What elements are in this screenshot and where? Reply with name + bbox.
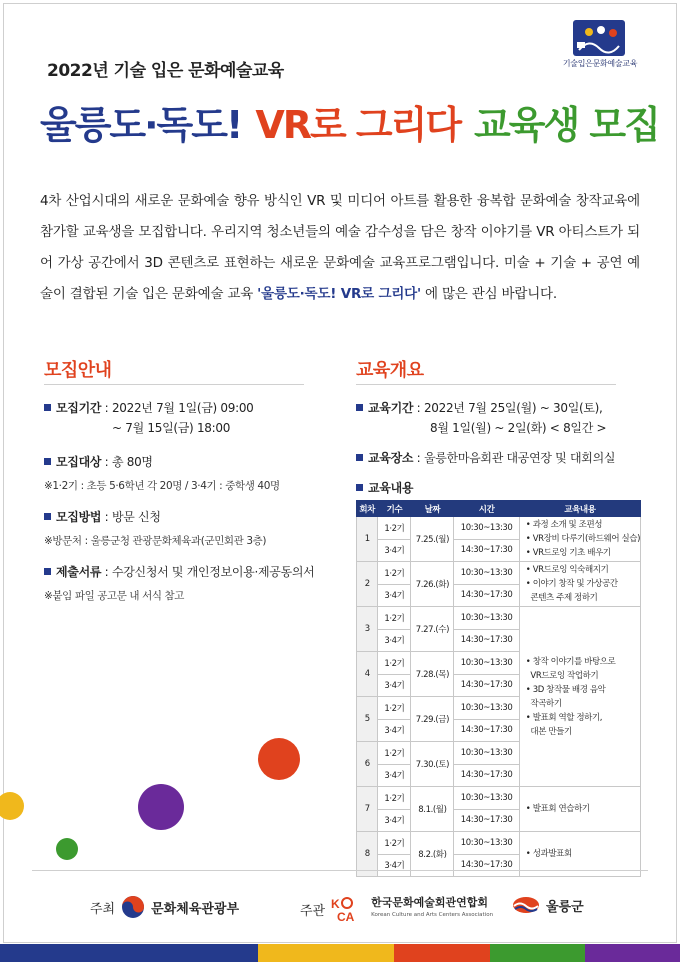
- headline-part-3: 교육생 모집: [474, 103, 659, 147]
- footer-host: [90, 895, 239, 919]
- schedule-time-cell: 10:30~13:30: [454, 742, 519, 765]
- square-bullet-icon: [356, 404, 363, 411]
- recruit-section-title: 모집안내: [44, 356, 112, 382]
- overview-period-line2: 8월 1일(월) ~ 2일(화) < 8일간 >: [430, 421, 607, 435]
- overview-period: [356, 398, 646, 438]
- schedule-round-cell: 1: [357, 517, 378, 562]
- square-bullet-icon: [356, 484, 363, 491]
- decorative-dot-green: [56, 838, 78, 860]
- bar-segment-navy: [0, 944, 258, 962]
- schedule-header-cell: 시간: [454, 501, 519, 517]
- footer-org-name-en: Korean Culture and Arts Centers Association: [371, 912, 494, 918]
- footer-org-names: [371, 897, 493, 921]
- overview-place: [356, 448, 646, 468]
- footer-org-name: 한국문화예술회관연합회: [371, 896, 489, 909]
- footer-host-name: 문화체육관광부: [151, 901, 240, 917]
- overview-place-label: 교육장소: [368, 451, 414, 465]
- schedule-content-line: • 과정 소개 및 조편성: [525, 520, 603, 530]
- schedule-cohort-cell: 1·2기: [378, 832, 411, 855]
- schedule-date-cell: 7.30.(토): [411, 742, 454, 787]
- schedule-cohort-cell: 3·4기: [378, 539, 411, 562]
- program-logo-text: 기술입은문화예술교육: [562, 59, 638, 68]
- schedule-cohort-cell: 1·2기: [378, 562, 411, 585]
- decorative-dot-red: [258, 738, 300, 780]
- intro-highlight: '울릉도·독도! VR로 그리다': [257, 286, 421, 302]
- bar-segment-green: [490, 944, 585, 962]
- intro-text: 4차 산업시대의 새로운 문화예술 향유 방식인 VR 및 미디어 아트를 활용한 융복합 문화예술 창작교육에 참가할 교육생을 모집합니다. 우리지역 청소년들의 예술 감수성을 담은 창작 이야기를 VR 아티스트가 되어 가상 공간에서 3D 콘텐츠로 표현하는 새로운 문화예술 교육프로그램입니다. 미술 + 기술 + 공연 예술이 결합된 기술 입은 문화예술 교육: [40, 193, 640, 302]
- intro-paragraph: [40, 186, 640, 310]
- schedule-header-row: [357, 501, 641, 517]
- recruit-docs-label: 제출서류: [56, 565, 102, 579]
- recruit-docs-note: ※붙임 파일 공고문 내 서식 참고: [44, 590, 185, 602]
- recruit-period-line2: ~ 7월 15일(금) 18:00: [112, 421, 231, 435]
- schedule-cohort-cell: 3·4기: [378, 809, 411, 832]
- schedule-content-line: 대본 만들기: [525, 726, 572, 737]
- schedule-time-cell: 14:30~17:30: [454, 719, 519, 742]
- schedule-content-line: VR드로잉 작업하기: [525, 670, 599, 681]
- recruit-docs-value: : 수강신청서 및 개인정보이용·제공동의서: [101, 565, 315, 579]
- schedule-content-line: • 발표회 연습하기: [525, 804, 590, 814]
- schedule-cohort-cell: 1·2기: [378, 697, 411, 720]
- recruit-target-label: 모집대상: [56, 455, 102, 469]
- schedule-date-cell: 8.1.(월): [411, 787, 454, 832]
- schedule-content-line: 작곡하기: [525, 698, 562, 709]
- bar-segment-purple: [585, 944, 680, 962]
- table-row: [357, 517, 641, 540]
- schedule-cohort-cell: 1·2기: [378, 787, 411, 810]
- poster-subtitle: 2022년 기술 입은 문화예술교육: [47, 61, 284, 81]
- table-row: [357, 607, 641, 630]
- schedule-round-cell: 4: [357, 652, 378, 697]
- schedule-body: [357, 517, 641, 877]
- bar-segment-yellow: [258, 944, 394, 962]
- overview-period-label: 교육기간: [368, 401, 414, 415]
- square-bullet-icon: [44, 458, 51, 465]
- schedule-content-line: 콘텐츠 주제 정하기: [525, 593, 598, 603]
- overview-section: [356, 398, 646, 508]
- schedule-date-cell: 7.27.(수): [411, 607, 454, 652]
- headline-part-1: 울릉도·독도!: [40, 103, 242, 147]
- headline-part-2: VR로 그리다: [255, 103, 461, 147]
- schedule-content-line: • 3D 창작물 배경 음악: [525, 684, 606, 695]
- schedule-content-line: • 이야기 창작 및 가상공간: [525, 579, 618, 589]
- schedule-header-cell: 날짜: [411, 501, 454, 517]
- taegeuk-icon: [121, 895, 145, 919]
- bar-segment-red: [394, 944, 489, 962]
- recruit-period: [44, 398, 344, 438]
- schedule-cohort-cell: 3·4기: [378, 584, 411, 607]
- recruit-target: [44, 452, 344, 472]
- square-bullet-icon: [44, 404, 51, 411]
- schedule-header-cell: 교육내용: [519, 501, 640, 517]
- recruit-section: [44, 398, 344, 615]
- footer-county: [512, 895, 584, 915]
- schedule-content-line: • 발표회 역할 정하기,: [525, 712, 603, 723]
- footer-divider: [32, 870, 648, 871]
- schedule-cohort-cell: 1·2기: [378, 517, 411, 540]
- schedule-content-line: • 창작 이야기를 바탕으로: [525, 656, 616, 667]
- schedule-round-cell: 6: [357, 742, 378, 787]
- schedule-content-cell: [519, 517, 640, 562]
- schedule-date-cell: 7.29.(금): [411, 697, 454, 742]
- schedule-merged-content-cell: [519, 607, 640, 787]
- schedule-round-cell: 8: [357, 832, 378, 877]
- overview-place-value: : 울릉한마음회관 대공연장 및 대회의실: [413, 451, 616, 465]
- schedule-round-cell: 5: [357, 697, 378, 742]
- schedule-date-cell: 7.26.(화): [411, 562, 454, 607]
- schedule-content-cell: [519, 787, 640, 832]
- schedule-time-cell: 10:30~13:30: [454, 832, 519, 855]
- recruit-period-label: 모집기간: [56, 401, 102, 415]
- schedule-header-cell: 회차: [357, 501, 378, 517]
- footer-host-label: 주최: [90, 901, 116, 917]
- schedule-round-cell: 3: [357, 607, 378, 652]
- square-bullet-icon: [356, 454, 363, 461]
- schedule-cohort-cell: 1·2기: [378, 742, 411, 765]
- table-row: [357, 562, 641, 585]
- schedule-round-cell: 7: [357, 787, 378, 832]
- schedule-cohort-cell: 3·4기: [378, 854, 411, 877]
- recruit-method-note: ※방문처 : 울릉군청 관광문화체육과(군민회관 3층): [44, 535, 267, 547]
- schedule-content-cell: [519, 562, 640, 607]
- square-bullet-icon: [44, 568, 51, 575]
- square-bullet-icon: [44, 513, 51, 520]
- schedule-time-cell: 10:30~13:30: [454, 787, 519, 810]
- recruit-method-label: 모집방법: [56, 510, 102, 524]
- schedule-time-cell: 14:30~17:30: [454, 584, 519, 607]
- schedule-content-line: • VR드로잉 기초 배우기: [525, 548, 611, 558]
- schedule-time-cell: 14:30~17:30: [454, 854, 519, 877]
- schedule-time-cell: 10:30~13:30: [454, 697, 519, 720]
- schedule-time-cell: 14:30~17:30: [454, 629, 519, 652]
- schedule-time-cell: 14:30~17:30: [454, 764, 519, 787]
- schedule-date-cell: 7.25.(월): [411, 517, 454, 562]
- schedule-cohort-cell: 1·2기: [378, 607, 411, 630]
- footer-county-name: 울릉군: [546, 899, 584, 915]
- poster-headline: [40, 94, 659, 149]
- recruit-period-line1: : 2022년 7월 1일(금) 09:00: [101, 401, 254, 415]
- table-row: [357, 832, 641, 855]
- schedule-time-cell: 14:30~17:30: [454, 674, 519, 697]
- recruit-target-note: ※1·2기 : 초등 5·6학년 각 20명 / 3·4기 : 중학생 40명: [44, 480, 280, 492]
- footer-org-label: 주관: [300, 903, 326, 919]
- schedule-date-cell: 8.2.(화): [411, 832, 454, 877]
- footer-organizer: [300, 895, 493, 923]
- schedule-time-cell: 10:30~13:30: [454, 652, 519, 675]
- schedule-cohort-cell: 3·4기: [378, 674, 411, 697]
- schedule-round-cell: 2: [357, 562, 378, 607]
- schedule-content-line: • VR드로잉 익숙해지기: [525, 565, 609, 575]
- decorative-dot-purple: [138, 784, 184, 830]
- bottom-color-bar: [0, 944, 680, 962]
- table-row: [357, 787, 641, 810]
- svg-text:K: K: [331, 897, 340, 911]
- kocaca-logo-icon: [331, 895, 365, 923]
- ulleung-logo-icon: [512, 895, 540, 915]
- schedule-time-cell: 14:30~17:30: [454, 539, 519, 562]
- recruit-method: [44, 507, 344, 527]
- overview-section-title: 교육개요: [356, 356, 424, 382]
- schedule-table: [356, 500, 641, 877]
- recruit-target-value: : 총 80명: [101, 455, 153, 469]
- overview-content-label: 교육내용: [368, 481, 414, 495]
- schedule-time-cell: 10:30~13:30: [454, 517, 519, 540]
- recruit-method-value: : 방문 신청: [101, 510, 161, 524]
- schedule-header-cell: 기수: [378, 501, 411, 517]
- overview-period-line1: : 2022년 7월 25일(월) ~ 30일(토),: [413, 401, 603, 415]
- schedule-content-line: • 성과발표회: [525, 849, 572, 859]
- schedule-cohort-cell: 3·4기: [378, 719, 411, 742]
- schedule-cohort-cell: 3·4기: [378, 629, 411, 652]
- schedule-time-cell: 14:30~17:30: [454, 809, 519, 832]
- schedule-date-cell: 7.28.(목): [411, 652, 454, 697]
- schedule-content-line: • VR장비 다루기(하드웨어 실습): [525, 534, 640, 544]
- recruit-docs: [44, 562, 344, 582]
- schedule-cohort-cell: 1·2기: [378, 652, 411, 675]
- intro-tail: 에 많은 관심 바랍니다.: [420, 286, 557, 302]
- svg-text:CA: CA: [337, 910, 355, 923]
- schedule-cohort-cell: 3·4기: [378, 764, 411, 787]
- schedule-time-cell: 10:30~13:30: [454, 562, 519, 585]
- overview-content: [356, 478, 646, 498]
- program-logo: [569, 18, 629, 58]
- schedule-time-cell: 10:30~13:30: [454, 607, 519, 630]
